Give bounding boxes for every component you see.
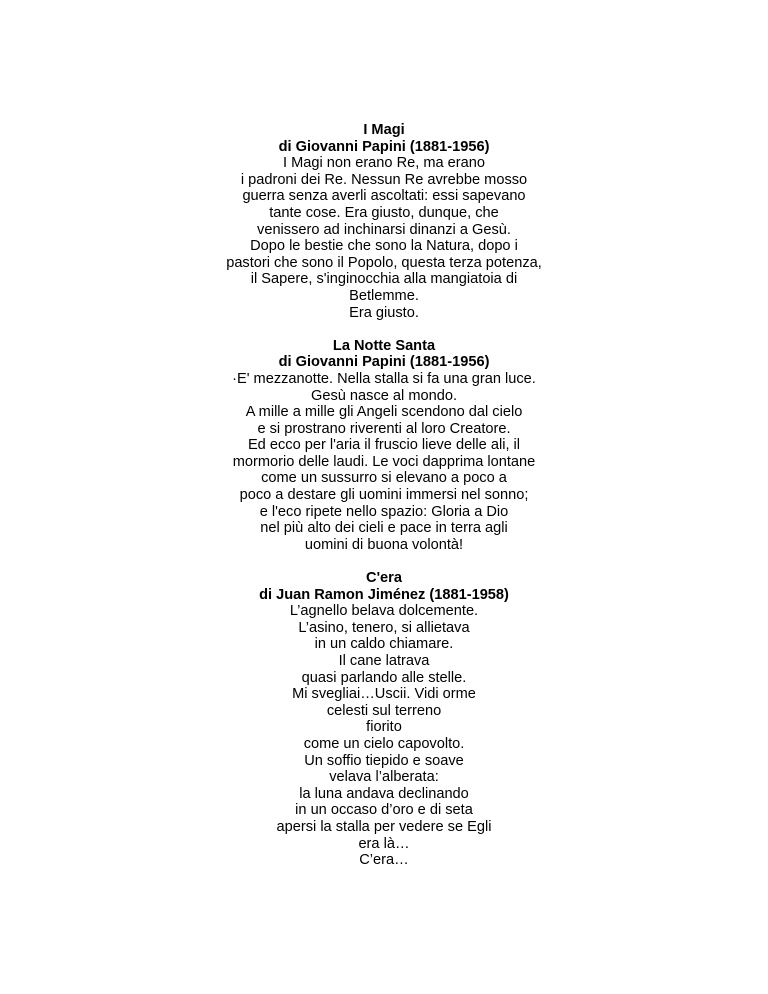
poem-title: I Magi bbox=[363, 122, 405, 138]
poem-line: in un caldo chiamare. bbox=[314, 636, 454, 653]
poem-line: nel più alto dei cieli e pace in terra agli bbox=[260, 520, 508, 537]
poem-line: il Sapere, s'inginocchia alla mangiatoia di bbox=[250, 271, 518, 288]
poem-line: celesti sul terreno bbox=[326, 702, 442, 719]
poem-line: velava l’alberata: bbox=[329, 769, 439, 786]
poem-line: fiorito bbox=[366, 719, 402, 736]
poem-title: C'era bbox=[366, 570, 402, 587]
poem-line: Ed ecco per l'aria il fruscio lieve delle ali, il bbox=[247, 437, 521, 454]
poem-line: era là… bbox=[358, 835, 410, 852]
poem-line: Il cane latrava bbox=[338, 653, 430, 669]
document-page bbox=[0, 122, 768, 885]
poem-author: di Juan Ramon Jiménez (1881-1958) bbox=[259, 586, 509, 603]
poem-line: Gesù nasce al mondo. bbox=[310, 387, 458, 404]
poem-line: Dopo le bestie che sono la Natura, dopo i bbox=[250, 238, 518, 255]
poem-author: di Giovanni Papini (1881-1956) bbox=[278, 354, 490, 371]
poem-line: tante cose. Era giusto, dunque, che bbox=[269, 204, 499, 221]
poem-line: venissero ad inchinarsi dinanzi a Gesù. bbox=[257, 221, 511, 238]
poem-line: Betlemme. bbox=[349, 287, 419, 304]
poem-line: A mille a mille gli Angeli scendono dal cielo bbox=[245, 404, 523, 421]
poem-line: uomini di buona volontà! bbox=[304, 536, 464, 553]
poem-line: come un cielo capovolto. bbox=[303, 735, 465, 752]
poem-line: Un soffio tiepido e soave bbox=[304, 752, 464, 769]
poem-line: i padroni dei Re. Nessun Re avrebbe mosso bbox=[240, 171, 528, 188]
poem-line: e l'eco ripete nello spazio: Gloria a Dio bbox=[259, 503, 509, 520]
poem-line: C’era… bbox=[359, 852, 409, 869]
poem-author: di Giovanni Papini (1881-1956) bbox=[278, 138, 490, 155]
poem-c-era bbox=[0, 570, 768, 869]
poem-line: in un occaso d’oro e di seta bbox=[295, 802, 473, 819]
poem-line: guerra senza averli ascoltati: essi sapevano bbox=[242, 188, 526, 205]
poem-line: la luna andava declinando bbox=[299, 785, 469, 802]
poem-line: Era giusto. bbox=[349, 304, 419, 321]
poem-line: quasi parlando alle stelle. bbox=[301, 669, 467, 686]
poem-title: La Notte Santa bbox=[332, 337, 436, 354]
poem-line: L’asino, tenero, si allietava bbox=[298, 619, 470, 636]
poem-line: I Magi non erano Re, ma erano bbox=[283, 155, 485, 172]
poem-line: poco a destare gli uomini immersi nel sonno; bbox=[239, 487, 529, 504]
poem-line: pastori che sono il Popolo, questa terza potenza, bbox=[226, 254, 542, 271]
poem-line: apersi la stalla per vedere se Egli bbox=[276, 818, 492, 835]
poem-line: e si prostrano riverenti al loro Creatore. bbox=[257, 420, 511, 437]
poem-la-notte-santa bbox=[0, 338, 768, 554]
poem-line: come un sussurro si elevano a poco a bbox=[261, 470, 507, 487]
poem-line: mormorio delle laudi. Le voci dapprima lontane bbox=[232, 453, 536, 470]
poem-line: Mi svegliai…Uscii. Vidi orme bbox=[292, 686, 476, 703]
poem-line: L’agnello belava dolcemente. bbox=[289, 603, 479, 620]
poem-i-magi bbox=[0, 122, 768, 321]
poem-line: ·E' mezzanotte. Nella stalla si fa una gran luce. bbox=[232, 370, 536, 387]
